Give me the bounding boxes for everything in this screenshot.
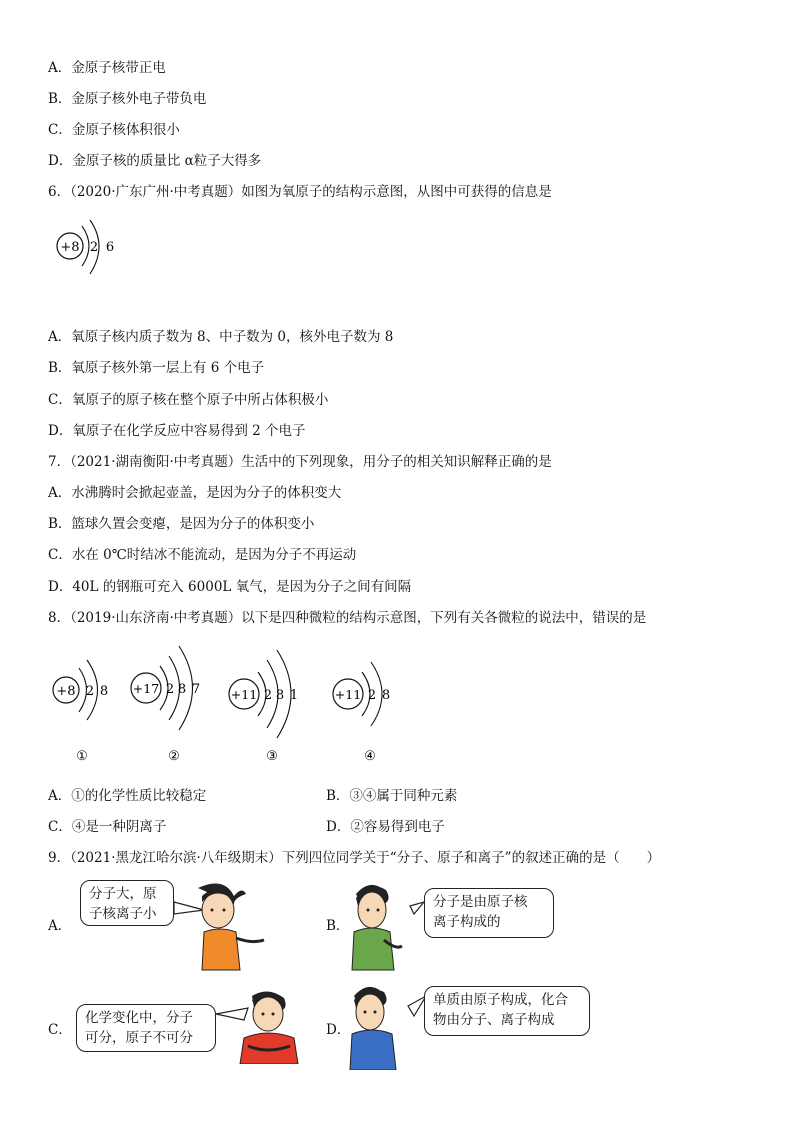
particle-4: [333, 662, 390, 764]
q8-option-a: A．①的化学性质比较稳定: [48, 788, 207, 804]
q5-option-d: D．金原子核的质量比 α粒子大得多: [48, 153, 262, 169]
q6-option-c: C．氧原子的原子核在整个原子中所占体积极小: [48, 392, 329, 408]
q9-option-b-line2: 离子构成的: [433, 914, 501, 930]
particle-4-shell-1: 2: [367, 688, 377, 703]
q7-stem: 7．（2021·湖南衡阳·中考真题）生活中的下列现象，用分子的相关知识解释正确的是: [48, 454, 552, 470]
q9-stem: 9．（2021·黑龙江哈尔滨·八年级期末）下列四位同学关于“分子、原子和离子”的叙述正确的是（ ）: [48, 850, 661, 866]
q9-option-c-bubble: [76, 1004, 216, 1052]
q6-option-b: B．氧原子核外第一层上有 6 个电子: [48, 360, 265, 376]
q8-option-b: B．③④属于同种元素: [326, 788, 458, 804]
q9-student-d-figure: [344, 984, 426, 1070]
q9-option-c-label: C．: [48, 1022, 72, 1038]
q6-option-a: A．氧原子核内质子数为 8、中子数为 0，核外电子数为 8: [48, 329, 394, 345]
particle-4-nucleus: +11: [334, 687, 362, 702]
q5-option-a: A．金原子核带正电: [48, 60, 166, 76]
q9-option-b-label: B．: [326, 918, 350, 934]
particle-2-shell-1: 2: [165, 682, 175, 697]
particle-1-shell-2: 8: [99, 684, 109, 699]
q6-option-d: D．氧原子在化学反应中容易得到 2 个电子: [48, 423, 306, 439]
q8-option-c: C．④是一种阴离子: [48, 819, 167, 835]
q7-option-b: B．篮球久置会变瘪，是因为分子的体积变小: [48, 516, 315, 532]
q7-option-a: A．水沸腾时会掀起壶盖，是因为分子的体积变大: [48, 485, 342, 501]
q9-student-b-figure: [344, 880, 424, 972]
q9-option-d-bubble: [424, 986, 590, 1036]
particle-2-shell-2: 8: [177, 682, 187, 697]
particle-3-shell-1: 2: [263, 688, 273, 703]
particle-3-label: ③: [266, 749, 278, 764]
nucleus-charge: +8: [60, 240, 80, 255]
particle-3-nucleus: +11: [230, 687, 258, 702]
particle-3-shell-2: 8: [275, 688, 285, 703]
q5-option-b: B．金原子核外电子带负电: [48, 91, 207, 107]
q8-stem: 8．（2019·山东济南·中考真题）以下是四种微粒的结构示意图，下列有关各微粒的说法中，错误的是: [48, 610, 647, 626]
q9-student-a-figure: [168, 880, 278, 972]
q9-option-d-label: D．: [326, 1022, 351, 1038]
particle-4-label: ④: [364, 749, 376, 764]
q9-option-a-line2: 子核离子小: [89, 906, 157, 922]
q6-stem: 6．（2020·广东广州·中考真题）如图为氧原子的结构示意图，从图中可获得的信息是: [48, 184, 552, 200]
particle-2-label: ②: [168, 749, 180, 764]
shell-2-count: 6: [105, 240, 115, 255]
particle-2-nucleus: +17: [132, 681, 160, 696]
q9-option-a-line1: 分子大，原: [89, 886, 157, 902]
q8-option-d: D．②容易得到电子: [326, 819, 445, 835]
particle-2-shell-3: 7: [191, 682, 201, 697]
q5-option-c: C．金原子核体积很小: [48, 122, 180, 138]
q6-oxygen-atom-diagram: [52, 218, 132, 280]
particle-1: [53, 660, 108, 764]
q9-option-a-label: A．: [48, 918, 72, 934]
particle-3-shell-3: 1: [289, 688, 299, 703]
particle-3: [229, 650, 298, 764]
q7-option-c: C．水在 0℃时结冰不能流动，是因为分子不再运动: [48, 547, 357, 563]
particle-2: [131, 646, 200, 764]
shell-1-count: 2: [89, 240, 99, 255]
q9-option-c-line2: 可分，原子不可分: [85, 1030, 193, 1046]
q9-option-c-line1: 化学变化中，分子: [85, 1010, 193, 1026]
particle-4-shell-2: 8: [381, 688, 391, 703]
q9-option-d-line2: 物由分子、离子构成: [433, 1012, 555, 1028]
q9-option-d-line1: 单质由原子构成，化合: [433, 992, 568, 1008]
particle-1-label: ①: [76, 749, 88, 764]
q7-option-d: D．40L 的钢瓶可充入 6000L 氧气，是因为分子之间有间隔: [48, 579, 412, 595]
q9-student-c-figure: [214, 988, 304, 1064]
particle-1-shell-1: 2: [85, 684, 95, 699]
q8-particle-diagrams: [46, 642, 426, 767]
q9-option-b-line1: 分子是由原子核: [433, 894, 528, 910]
particle-1-nucleus: +8: [56, 684, 76, 699]
q9-option-b-bubble: [424, 888, 554, 938]
q9-option-a-bubble: [80, 880, 174, 926]
